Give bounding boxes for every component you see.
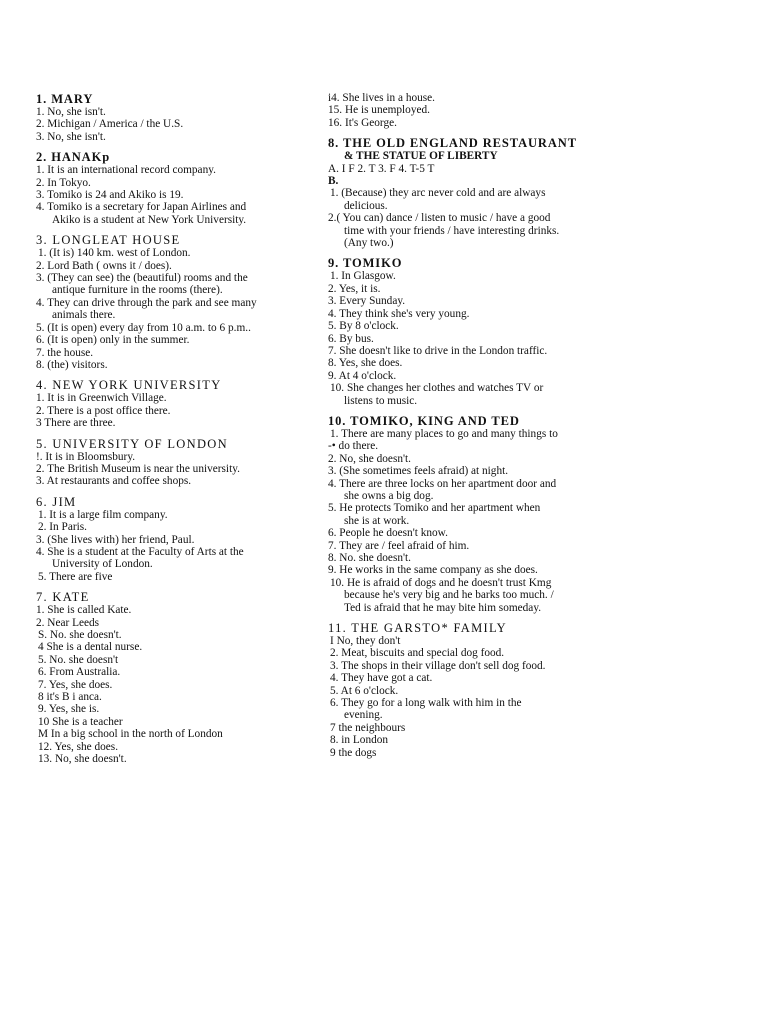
section-heading: 3. LONGLEAT HOUSE — [36, 233, 181, 248]
answer-line: 3. (She lives with) her friend, Paul. — [36, 533, 195, 546]
answer-line: she owns a big dog. — [344, 489, 434, 502]
answer-section — [328, 414, 598, 614]
answer-line: 10 She is a teacher — [38, 715, 123, 728]
answer-line: 8. (the) visitors. — [36, 358, 108, 371]
answer-line: 13. No, she doesn't. — [38, 753, 127, 766]
answer-line: 4 She is a dental nurse. — [38, 641, 143, 654]
answer-line: because he's very big and he barks too much. / — [344, 589, 554, 602]
answer-line: 7. They are / feel afraid of him. — [328, 539, 470, 552]
answer-section — [328, 92, 598, 129]
answer-line: 4. They can drive through the park and see many — [36, 296, 257, 309]
answer-line: 10. She changes her clothes and watches TV or — [330, 382, 544, 395]
answer-line: antique furniture in the rooms (there). — [52, 284, 223, 297]
answer-line: 3. Tomiko is 24 and Akiko is 19. — [36, 189, 184, 202]
section-heading: 5. UNIVERSITY OF LONDON — [36, 436, 228, 451]
answer-line: 3. (They can see) the (beautiful) rooms and the — [36, 272, 248, 285]
answer-line: 12. Yes, she does. — [38, 740, 119, 753]
section-heading: 9. TOMIKO — [328, 256, 403, 271]
answer-line: evening. — [344, 709, 383, 722]
right-column — [328, 92, 598, 766]
answer-line: 1. It is an international record company. — [36, 164, 216, 177]
answer-line: 2. Yes, it is. — [328, 282, 381, 295]
answer-section — [328, 621, 598, 759]
answer-line: 6. By bus. — [328, 332, 374, 345]
answer-line: & THE STATUE OF LIBERTY — [344, 150, 498, 163]
answer-line: 5. (It is open) every day from 10 a.m. to 6 p.m.. — [36, 321, 251, 334]
answer-line: 8 it's B i anca. — [38, 691, 102, 704]
answer-section — [36, 437, 306, 488]
left-column — [36, 92, 306, 772]
answer-line: 1. (It is) 140 km. west of London. — [38, 247, 191, 260]
section-heading: 10. TOMIKO, KING AND TED — [328, 413, 520, 428]
answer-line: 1. (Because) they arc never cold and are always — [330, 187, 546, 200]
answer-line: 6. People he doesn't know. — [328, 527, 448, 540]
answer-line: 2.( You can) dance / listen to music / have a good — [328, 212, 551, 225]
answer-line: 3. No, she isn't. — [36, 130, 106, 143]
answer-line: S. No. she doesn't. — [38, 629, 122, 641]
answer-line: I No, they don't — [330, 635, 401, 648]
answer-line: 2. No, she doesn't. — [328, 452, 411, 465]
section-heading: 7. KATE — [36, 590, 90, 605]
section-heading: 8. THE OLD ENGLAND RESTAURANT — [328, 136, 577, 151]
answer-line: 4. She is a student at the Faculty of Arts at the — [36, 545, 244, 558]
answer-line: 1. She is called Kate. — [36, 604, 132, 617]
answer-line: 1. In Glasgow. — [330, 270, 396, 283]
answer-line: 4. Tomiko is a secretary for Japan Airlines and — [36, 201, 247, 214]
answer-line: 9. He works in the same company as she does. — [328, 564, 538, 577]
answer-line: 5. At 6 o'clock. — [330, 684, 399, 697]
answer-line: 10. He is afraid of dogs and he doesn't trust Kmg — [330, 576, 552, 589]
answer-line: 3. At restaurants and coffee shops. — [36, 475, 192, 488]
answer-line: she is at work. — [344, 514, 410, 527]
answer-line: 6. They go for a long walk with him in the — [330, 697, 522, 710]
answer-line: 5. He protects Tomiko and her apartment when — [328, 502, 541, 515]
answer-line: 7. She doesn't like to drive in the London traffic. — [328, 344, 548, 357]
answer-line: 5. No. she doesn't — [38, 653, 119, 666]
answer-line: 1. There are many places to go and many things to — [330, 427, 558, 440]
answer-line: 7. the house. — [36, 346, 94, 359]
answer-line: 6. From Australia. — [38, 666, 121, 679]
answer-line: 3 There are three. — [36, 417, 116, 430]
answer-line: 8. No. she doesn't. — [328, 552, 411, 564]
answer-section — [36, 495, 306, 583]
answer-line: 9. Yes, she is. — [38, 703, 100, 716]
answer-line: i4. She lives in a house. — [328, 92, 435, 104]
answer-section — [36, 92, 306, 143]
answer-line: delicious. — [344, 199, 388, 212]
answer-line: 1. It is in Greenwich Village. — [36, 392, 167, 405]
answer-line: -• do there. — [328, 440, 379, 453]
answer-line: 2. Michigan / America / the U.S. — [36, 118, 184, 131]
answer-line: 2. In Tokyo. — [36, 176, 91, 189]
section-heading: 2. HANAKp — [36, 150, 111, 165]
answer-line: 3. (She sometimes feels afraid) at night. — [328, 465, 509, 478]
answer-line: 15. He is unemployed. — [328, 104, 430, 117]
answer-line: 2. In Paris. — [38, 521, 87, 534]
answer-line: 2. There is a post office there. — [36, 404, 171, 417]
answer-line: Ted is afraid that he may bite him someday. — [344, 601, 542, 614]
answer-line: 3. The shops in their village don't sell dog food. — [330, 659, 546, 672]
answer-line: B. — [328, 175, 339, 188]
answer-line: 5. By 8 o'clock. — [328, 320, 399, 333]
answer-line: 1. No, she isn't. — [36, 106, 106, 118]
answer-line: 1. It is a large film company. — [38, 508, 168, 521]
answer-line: 4. They have got a cat. — [330, 672, 433, 685]
answer-line: University of London. — [52, 558, 153, 571]
answer-line: 4. There are three locks on her apartment door and — [328, 477, 557, 490]
answer-section — [328, 136, 598, 249]
answer-line: listens to music. — [344, 394, 418, 407]
answer-line: 2. Lord Bath ( owns it / does). — [36, 259, 172, 272]
section-heading: 1. MARY — [36, 92, 94, 106]
answer-line: time with your friends / have interesting drinks. — [344, 224, 560, 237]
answer-line: M In a big school in the north of London — [38, 728, 223, 741]
answer-line: 7 the neighbours — [330, 721, 406, 734]
section-heading: 4. NEW YORK UNIVERSITY — [36, 378, 222, 393]
answer-line: !. It is in Bloomsbury. — [36, 450, 136, 463]
answer-line: 5. There are five — [38, 570, 113, 583]
answer-line: 2. The British Museum is near the university. — [36, 462, 240, 475]
answer-line: A. I F 2. T 3. F 4. T-5 T — [328, 162, 435, 175]
answer-section — [36, 378, 306, 429]
answer-line: 4. They think she's very young. — [328, 307, 470, 320]
answer-line: 2. Near Leeds — [36, 616, 100, 629]
answer-section — [36, 590, 306, 765]
answer-line: (Any two.) — [344, 237, 394, 250]
answer-line: animals there. — [52, 309, 116, 322]
answer-section — [328, 256, 598, 406]
section-heading: 6. JIM — [36, 494, 77, 509]
answer-line: 8. Yes, she does. — [328, 357, 403, 370]
answer-line: 7. Yes, she does. — [38, 678, 113, 691]
answer-line: 3. Every Sunday. — [328, 295, 406, 308]
answer-section — [36, 150, 306, 226]
answer-line: 9. At 4 o'clock. — [328, 369, 397, 382]
answer-line: 8. in London — [330, 734, 389, 747]
answer-section — [36, 233, 306, 371]
section-heading: 11. THE GARSTO* FAMILY — [328, 621, 507, 636]
answer-line: 2. Meat, biscuits and special dog food. — [330, 647, 505, 660]
answer-line: Akiko is a student at New York University. — [52, 213, 247, 226]
answer-line: 6. (It is open) only in the summer. — [36, 334, 190, 347]
answer-line: 9 the dogs — [330, 746, 377, 759]
answer-line: 16. It's George. — [328, 116, 397, 129]
